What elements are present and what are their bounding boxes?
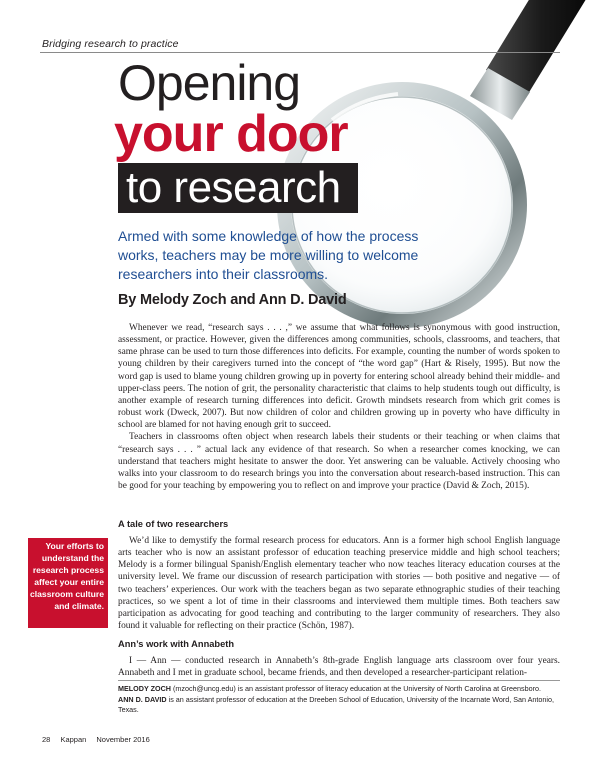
section-heading-ann: Ann’s work with Annabeth [118,639,235,649]
section-tale-text [118,535,560,632]
section-ann-text [118,655,560,679]
intro-paragraph-1: Whenever we read, “research says . . . ,” we assume that what follows is synonymous with good instruction, assessment, or practice. However, given the differences among communities, schools, classrooms, and teachers, that same phrase can be used to turn those differences into deficits. For example, counting the number of words spoken to young children by their caregivers turned into the concept of “the word gap” (Hart & Risely, 1995). But now the word gap is used to blame young children growing up in poverty for entering school already behind their middle- and upper-class peers. The notion of grit, the personality characteristic that claims to help students tough out difficulty, is another example of research turning differences into deficit. Growth mindsets research from which grit comes is robust work (Dweck, 2007). But now children of color and children growing up in poverty who have difficulty in school are blamed for not having enough grit to succeed. [118,323,560,431]
intro-text [118,322,560,492]
bio-zoch-name: MELODY ZOCH [118,684,171,693]
byline: By Melody Zoch and Ann D. David [118,292,347,308]
bio-zoch-text: (mzoch@uncg.edu) is an assistant professor of literacy education at the University of North Carolina at Greensboro. [170,684,542,693]
section-heading-tale: A tale of two researchers [118,519,229,529]
ann-paragraph: I — Ann — conducted research in Annabeth’s 8th-grade English language arts classroom over four years. Annabeth and I met in graduate school, became friends, and then developed a researcher-participant relation- [118,656,560,679]
bio-david-name: ANN D. DAVID [118,694,167,704]
publication-name: Kappan [60,735,87,744]
author-bios [118,684,560,716]
intro-paragraph-2: Teachers in classrooms often object when research labels their students or their teaching or when claims that “research says . . . ” actual lack any evidence of that research. So when a researcher comes knocking, we can understand that teachers might hesitate to answer the door. Yet answering can be valuable. Actively choosing who walks into your classroom to do research brings you into the conversation about research-based instruction. This can be good for your teaching by empowering you to reflect on and improve your practice (David & Zoch, 2015). [118,432,560,492]
bio-david [118,695,560,716]
title-line-2: your door [114,105,348,163]
tale-paragraph: We’d like to demystify the formal research process for educators. Ann is a former high school English language arts teacher who is now an assistant professor of education teaching preservice middle and high school teachers; Melody is a former bilingual Spanish/English elementary teacher who now teaches literacy education courses at the university level. We frame our discussion of research participation with stories — both positive and negative — of two teachers’ experiences. Our work with the teachers began as two separate ethnographic studies of their teaching practices, so we spent a lot of time in their classrooms and interviewed them multiple times. Both teachers saw participation as advocating for good teaching and contributing to the larger community of researchers. They also found it valuable for reflecting on their practice (Schön, 1987). [118,536,560,632]
issue-date: November 2016 [96,735,150,744]
page-footer [42,735,158,744]
title-line-1: Opening [118,55,301,111]
title-line-3: to research [126,163,341,212]
pull-quote: Your efforts to understand the research process affect your entire classroom culture and climate. [29,541,104,612]
article-dek: Armed with some knowledge of how the process works, teachers may be more willing to welcome researchers into their classrooms. [118,228,419,282]
section-kicker: Bridging research to practice [42,38,179,50]
page-number: 28 [42,735,51,744]
bio-david-text: is an assistant professor of education at the Dreeben School of Education, University of the Incarnate Word, San Antonio, Texas. [118,694,555,714]
magnifier-handle [470,0,600,120]
bio-zoch [118,684,560,695]
top-rule [40,52,560,53]
bio-rule [118,680,560,681]
